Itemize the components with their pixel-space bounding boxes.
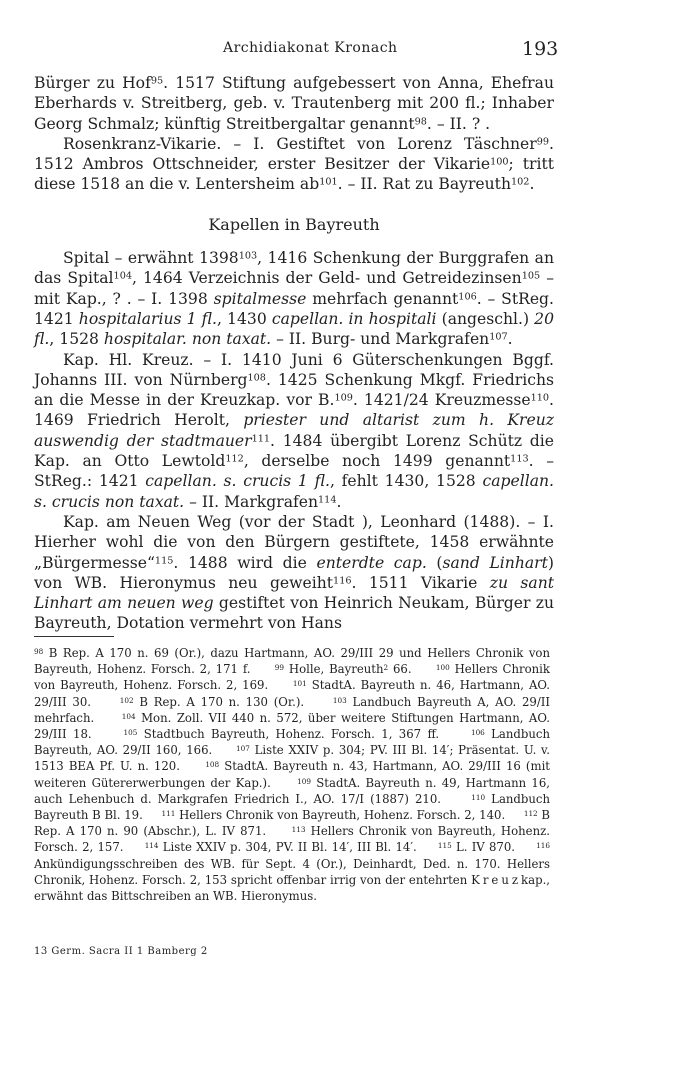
footnotes: $^{98}$ B Rep. A 170 n. 69 (Or.), dazu Hartmann, AO. 29/III 29 und Hellers Chronik von Bayreuth, Hohenz. Forsch. 2, 171 f. $^{99}$ Holle, Bayreuth$^2$ 66. $^{100}$ Hellers Chronik von Bayreuth, Hohenz. Forsch. 2, 169. $^{101}$ StadtA. Bayreuth n. 46, Hartmann, AO. 29/III 30. $^{102}$ B Rep. A 170 n. 130 (Or.). $^{103}$ Landbuch Bayreuth A, AO. 29/II mehrfach. $^{104}$ Mon. Zoll. VII 440 n. 572, über weitere Stiftungen Hartmann, AO. 29/III 18. $^{105}$ Stadtbuch Bayreuth, Hohenz. Forsch. 1, 367 ff. $^{106}$ Landbuch Bayreuth, AO. 29/II 160, 166. $^{107}$ Liste XXIV p. 304; PV. III Bl. 14′; Präsentat. U. v. 1513 BEA Pf. U. n. 120. $^{108}$ StadtA. Bayreuth n. 43, Hartmann, AO. 29/III 16 (mit weiteren Gütererwerbungen der Kap.). $^{109}$ StadtA. Bayreuth n. 49, Hartmann 16, auch Lehenbuch d. Markgrafen Friedrich I., AO. 17/I (1887) 210. $^{110}$ Landbuch Bayreuth B Bl. 19. $^{111}$ Hellers Chronik von Bayreuth, Hohenz. Forsch. 2, 140. $^{112}$ B Rep. A 170 n. 90 (Abschr.), L. IV 871. $^{113}$ Hellers Chronik von Bayreuth, Hohenz. Forsch. 2, 157. $^{114}$ Liste XXIV p. 304, PV. II Bl. 14′, III Bl. 14′. $^{115}$ L. IV 870. $^{116}$ Ankündigungsschreiben des WB. für Sept. 4 (Or.), Deinhardt, Ded. n. 170. Hellers Chronik, Hohenz. Forsch. 2, 153 spricht offenbar irrig von der entehrten Kreuzkap., erwähnt das Bittschreiben an WB. Hieronymus.: [34, 646, 551, 904]
section-heading: Kapellen in Bayreuth: [208, 214, 380, 234]
running-header: [0, 38, 700, 62]
paragraph: Bürger zu Hof$^{95}$. 1517 Stiftung aufgebessert von Anna, Ehefrau Eberhards v. Streitberg, geb. v. Trautenberg mit 200 fl.; Inhaber Georg Schmalz; künftig Streitbergaltar genannt$^{98}$. – II. ? .: [34, 74, 554, 133]
paragraph: Spital – erwähnt 1398$^{103}$, 1416 Schenkung der Burggrafen an das Spital$^{104}$, 1464 Verzeichnis der Geld- und Getreidezinsen$^{105}$ – mit Kap., ? . – I. 1398 spitalmesse mehrfach genannt$^{106}$. – StReg. 1421 hospitalarius 1 fl., 1430 capellan. in hospitali (angeschl.) 20 fl., 1528 hospitalar. non taxat. – II. Burg- und Markgrafen$^{107}$.: [34, 249, 555, 349]
main-text: [34, 73, 554, 634]
footnote-rule: [34, 636, 114, 637]
paragraph: Rosenkranz-Vikarie. – I. Gestiftet von Lorenz Täschner$^{99}$. 1512 Ambros Ottschneider, erster Besitzer der Vikarie$^{100}$; tritt diese 1518 an die v. Lentersheim $ab^{101}$. – II. Rat zu Bayreuth$^{102}$.: [34, 134, 554, 194]
paragraph: Kap. Hl. Kreuz. – I. 1410 Juni 6 Güterschenkungen Bggf. Johanns III. von Nürnberg$^{108}$. 1425 Schenkung Mkgf. Friedrichs an die Messe in der Kreuzkap. vor B.$^{109}$. 1421/24 Kreuzmesse$^{110}$. 1469 Friedrich Herolt, priester und altarist zum h. Kreuz auswendig der stadtmauer$^{111}$. 1484 übergibt Lorenz Schütz die Kap. an Otto Lewtold$^{112}$, derselbe noch 1499 genannt$^{113}$. – StReg.: 1421 capellan. s. crucis 1 fl., fehlt 1430, 1528 capellan. s. crucis non taxat. – II. Markgrafen$^{114}$.: [34, 350, 555, 511]
page-number: 193: [522, 38, 559, 60]
signature-line: 13 Germ. Sacra II 1 Bamberg 2: [34, 946, 208, 957]
running-title: Archidiakonat Kronach: [223, 40, 398, 56]
paragraph: Kap. am Neuen Weg (vor der Stadt ), Leonhard (1488). – I. Hierher wohl die von den Bürgern gestiftete, 1458 erwähnte „Bürgermesse“$^{115}$. 1488 wird die enterdte cap. (sand Linhart) von WB. Hieronymus neu geweiht$^{116}$. 1511 Vikarie zu sant Linhart am neuen weg gestiftet von Heinrich Neukam, Bürger zu Bayreuth, Dotation vermehrt von Hans: [34, 512, 555, 633]
